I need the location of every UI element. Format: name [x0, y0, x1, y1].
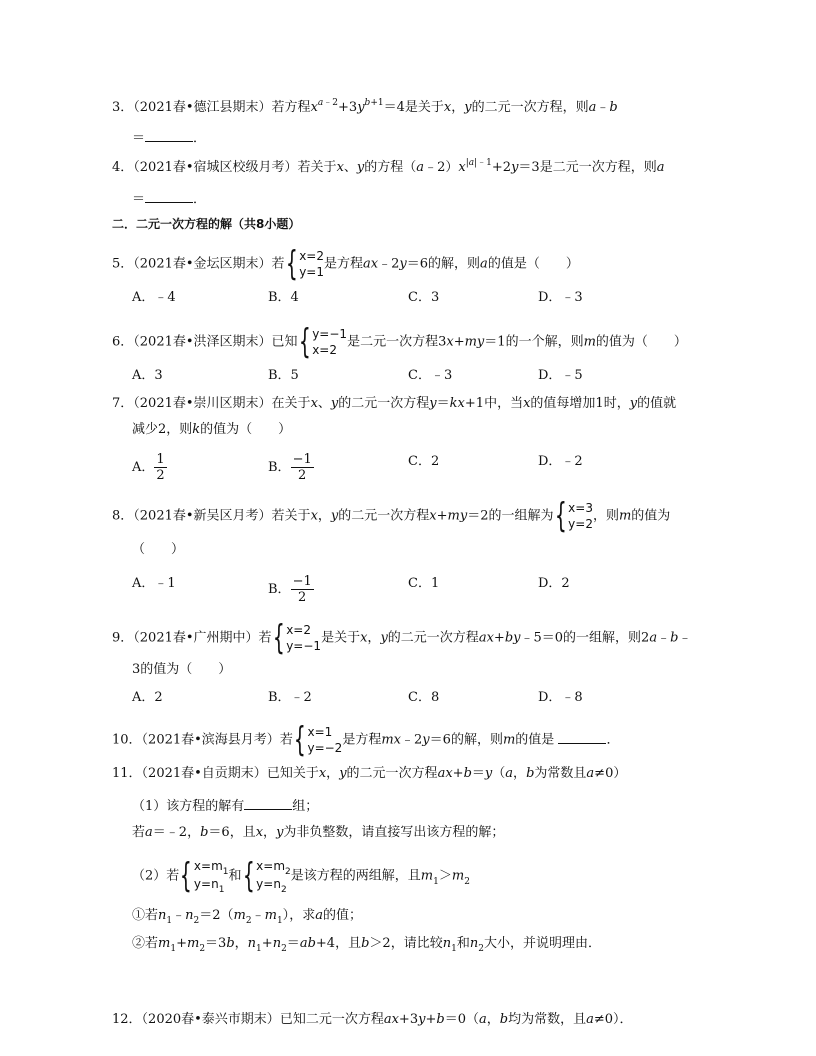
option-a[interactable]: A．2 — [132, 690, 163, 705]
question-12: 12．（2020春•泰兴市期末）已知二元一次方程ax+3y+b＝0（a，b均为常数，且a≠0）． — [112, 1012, 633, 1027]
question-7-options — [132, 452, 652, 483]
answer-blank[interactable] — [145, 188, 193, 203]
question-11-part2: （2）若 { $x=m_1$ $y=n_1$ 和 { $x=m_2$ $y=n_2$ 是该方程的两组解，且$m_1>m_2$ — [132, 856, 470, 896]
question-11: 11．（2021春•自贡期末）已知关于x，y的二元一次方程ax+b＝y（a，b为常数且a≠0） — [112, 766, 627, 781]
option-d[interactable]: D．2 — [538, 576, 570, 591]
question-6-options — [132, 366, 652, 386]
option-c[interactable]: C．﹣3 — [408, 368, 453, 383]
option-c[interactable]: C．3 — [408, 290, 440, 305]
equation-system: { x=1 y=−2 — [293, 720, 343, 760]
answer-blank[interactable] — [244, 795, 292, 810]
question-11-part1-detail: 若a＝﹣2，b＝6，且x，y为非负整数，请直接写出该方程的解； — [132, 825, 505, 840]
answer-blank[interactable] — [145, 127, 193, 142]
section-heading: 二．二元一次方程的解（共8小题） — [112, 217, 301, 231]
question-5-options — [132, 288, 652, 308]
question-11-part1: （1）该方程的解有 组； — [132, 795, 318, 817]
question-11-case2: ②若$m_1+m_2=3b$，$n_1+n_2=ab+4$，且b＞2，请比较$n_1$和$n_2$大小，并说明理由． — [132, 936, 601, 954]
equation-system: { $x=m_1$ $y=n_1$ — [180, 856, 229, 896]
question-8-line2: （ ） — [132, 542, 185, 557]
option-d[interactable]: D．﹣5 — [538, 368, 583, 383]
option-a[interactable]: A．﹣4 — [132, 290, 176, 305]
equation-system: { x=2 y=−1 — [272, 618, 322, 658]
equation-system: { $x=m_2$ $y=n_2$ — [242, 856, 291, 896]
question-8: 8．（2021春•新吴区月考）若关于x，y的二元一次方程x+my＝2的一组解为 { x=3 y=2 ，则m的值为 — [112, 496, 671, 536]
option-d[interactable]: D．﹣8 — [538, 690, 583, 705]
answer-blank[interactable] — [558, 729, 606, 744]
question-7: 7．（2021春•崇川区期末）在关于x、y的二元一次方程y＝kx+1中，当x的值每增加1时，y的值就 — [112, 396, 677, 411]
option-c[interactable]: C．1 — [408, 576, 440, 591]
option-d[interactable]: D．﹣2 — [538, 454, 583, 469]
option-b[interactable]: B． $\frac{-1}{2}$ — [268, 574, 312, 605]
equation-system: { x=3 y=2 — [554, 496, 593, 536]
option-b[interactable]: B．﹣2 — [268, 690, 312, 705]
question-9-line2: 3的值为（ ） — [132, 662, 232, 677]
question-9: 9．（2021春•广州期中）若 { x=2 y=−1 是关于x，y的二元一次方程ax+by﹣5＝0的一组解，则2a﹣b﹣ — [112, 618, 692, 658]
fraction: $\frac{-1}{2}$ — [292, 574, 312, 605]
fraction: $\frac{-1}{2}$ — [292, 452, 312, 483]
question-5: 5．（2021春•金坛区期末）若 { x=2 y=1 是方程ax﹣2y＝6的解，则a的值是（ ） — [112, 244, 579, 284]
question-6: 6．（2021春•洪泽区期末）已知 { y=−1 x=2 是二元一次方程3x+my＝1的一个解，则m的值为（ ） — [112, 322, 687, 362]
option-c[interactable]: C．2 — [408, 454, 440, 469]
question-7-line2: 减少2，则k的值为（ ） — [132, 422, 292, 437]
option-a[interactable]: A．﹣1 — [132, 576, 176, 591]
question-10: 10．（2021春•滨海县月考）若 { x=1 y=−2 是方程mx﹣2y＝6的解，则m的值是 ． — [112, 720, 620, 760]
option-a[interactable]: A． $\frac{1}{2}$ — [132, 452, 165, 483]
question-4-answer-line: ＝ ． — [132, 188, 206, 210]
question-8-options — [132, 574, 652, 605]
option-c[interactable]: C．8 — [408, 690, 440, 705]
option-d[interactable]: D．﹣3 — [538, 290, 583, 305]
fraction: $\frac{1}{2}$ — [156, 452, 165, 483]
question-11-case1: ①若$n_1﹣n_2=2(m_2﹣m_1)$，求a的值； — [132, 908, 362, 926]
equation-system: { x=2 y=1 — [285, 244, 324, 284]
question-3: 3．（2021春•德江县期末）若方程$x^{a﹣2}+3y^{b+1}=4$是关于x，y的二元一次方程，则a﹣b — [112, 98, 618, 115]
option-b[interactable]: B．5 — [268, 368, 299, 383]
option-a[interactable]: A．3 — [132, 368, 163, 383]
question-3-answer-line: ＝ ． — [132, 127, 206, 149]
equation-system: { y=−1 x=2 — [298, 322, 348, 362]
option-b[interactable]: B． $\frac{-1}{2}$ — [268, 452, 312, 483]
question-9-options — [132, 688, 652, 708]
option-b[interactable]: B．4 — [268, 290, 299, 305]
question-4: 4．（2021春•宿城区校级月考）若关于x、y的方程$(a﹣2)x^{|a|﹣1}+2y=3$是二元一次方程，则a — [112, 158, 665, 175]
